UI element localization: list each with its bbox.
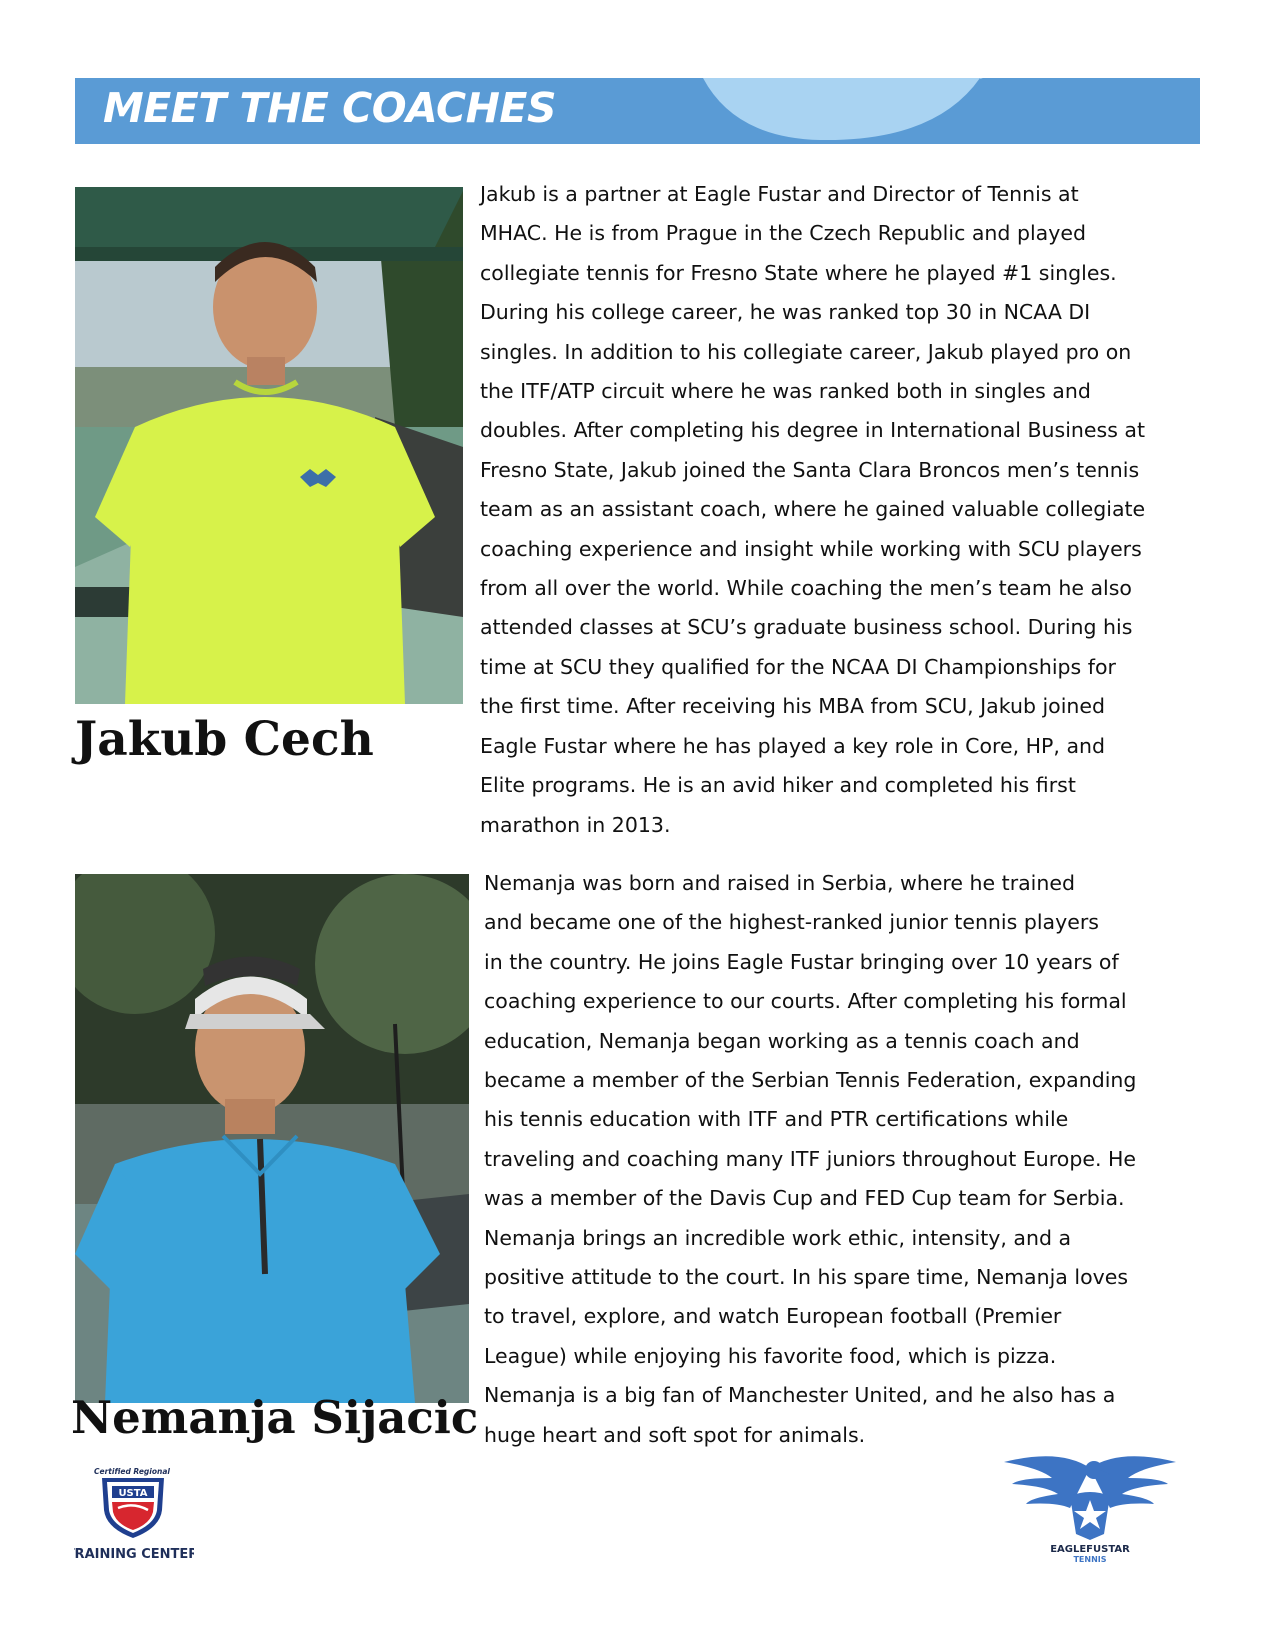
bio-line: collegiate tennis for Fresno State where he played #1 singles. [480, 260, 1117, 285]
eaglefustar-logo [1000, 1448, 1180, 1566]
bio-line: his tennis education with ITF and PTR certifications while [484, 1107, 1069, 1132]
bio-line: Nemanja is a big fan of Manchester United, and he also has a [484, 1383, 1116, 1408]
bio-line: Nemanja was born and raised in Serbia, where he trained [484, 871, 1075, 895]
usta-logo [74, 1466, 194, 1562]
usta-shield-text: USTA [118, 1488, 148, 1499]
coach-name-nemanja: Nemanja Sijacic [71, 1391, 479, 1444]
header-banner [75, 78, 1200, 144]
bio-line: team as an assistant coach, where he gained valuable collegiate [480, 497, 1146, 522]
usta-shield-icon [74, 1466, 194, 1562]
bio-line: to travel, explore, and watch European football (Premier [484, 1304, 1062, 1329]
bio-line: from all over the world. While coaching the men’s team he also [480, 576, 1132, 601]
usta-top-text: Certified Regional [94, 1467, 170, 1476]
coach-photo-jakub [75, 187, 463, 704]
bio-line: and became one of the highest-ranked junior tennis players [484, 910, 1099, 935]
bio-line: time at SCU they qualified for the NCAA DI Championships for [480, 654, 1116, 679]
bio-line: Nemanja brings an incredible work ethic, intensity, and a [484, 1225, 1072, 1250]
bio-line: coaching experience and insight while working with SCU players [480, 536, 1142, 561]
bio-line: in the country. He joins Eagle Fustar bringing over 10 years of [484, 949, 1119, 974]
usta-bottom-text: TRAINING CENTER [74, 1547, 194, 1562]
coach-bio-jakub [480, 175, 1145, 845]
bio-line: the first time. After receiving his MBA from SCU, Jakub joined [480, 694, 1106, 719]
bio-line: League) while enjoying his favorite food, which is pizza. [484, 1343, 1057, 1368]
eagle-icon [1000, 1448, 1180, 1566]
bio-line: became a member of the Serbian Tennis Federation, expanding [484, 1068, 1137, 1093]
bio-line: was a member of the Davis Cup and FED Cup team for Serbia. [484, 1186, 1125, 1211]
bio-line: marathon in 2013. [480, 812, 671, 837]
bio-line: MHAC. He is from Prague in the Czech Republic and played [480, 221, 1086, 246]
coach-bio-nemanja [484, 864, 1136, 1455]
coach-photo-nemanja [75, 874, 469, 1403]
bio-line: During his college career, he was ranked top 30 in NCAA DI [480, 300, 1091, 325]
bio-line: education, Nemanja began working as a tennis coach and [484, 1028, 1080, 1053]
eagle-logo-line1: EAGLEFUSTAR [1050, 1544, 1130, 1555]
page-title: MEET THE COACHES [103, 84, 556, 132]
bio-line: Elite programs. He is an avid hiker and completed his first [480, 773, 1076, 798]
bio-line: attended classes at SCU’s graduate business school. During his [480, 615, 1133, 640]
bio-line: the ITF/ATP circuit where he was ranked both in singles and [480, 379, 1091, 404]
bio-line: traveling and coaching many ITF juniors throughout Europe. He [484, 1146, 1137, 1171]
bio-line: positive attitude to the court. In his spare time, Nemanja loves [484, 1265, 1129, 1290]
bio-line: Fresno State, Jakub joined the Santa Clara Broncos men’s tennis [480, 457, 1140, 482]
bio-line: coaching experience to our courts. After completing his formal [484, 989, 1127, 1014]
coach-name-jakub: Jakub Cech [75, 712, 374, 767]
bio-line: singles. In addition to his collegiate career, Jakub played pro on [480, 339, 1132, 364]
bio-line: huge heart and soft spot for animals. [484, 1422, 866, 1447]
eagle-logo-line2: TENNIS [1073, 1555, 1107, 1564]
bio-line: doubles. After completing his degree in International Business at [480, 418, 1145, 443]
bio-line: Eagle Fustar where he has played a key role in Core, HP, and [480, 733, 1106, 758]
bio-line: Jakub is a partner at Eagle Fustar and Director of Tennis at [480, 182, 1079, 206]
